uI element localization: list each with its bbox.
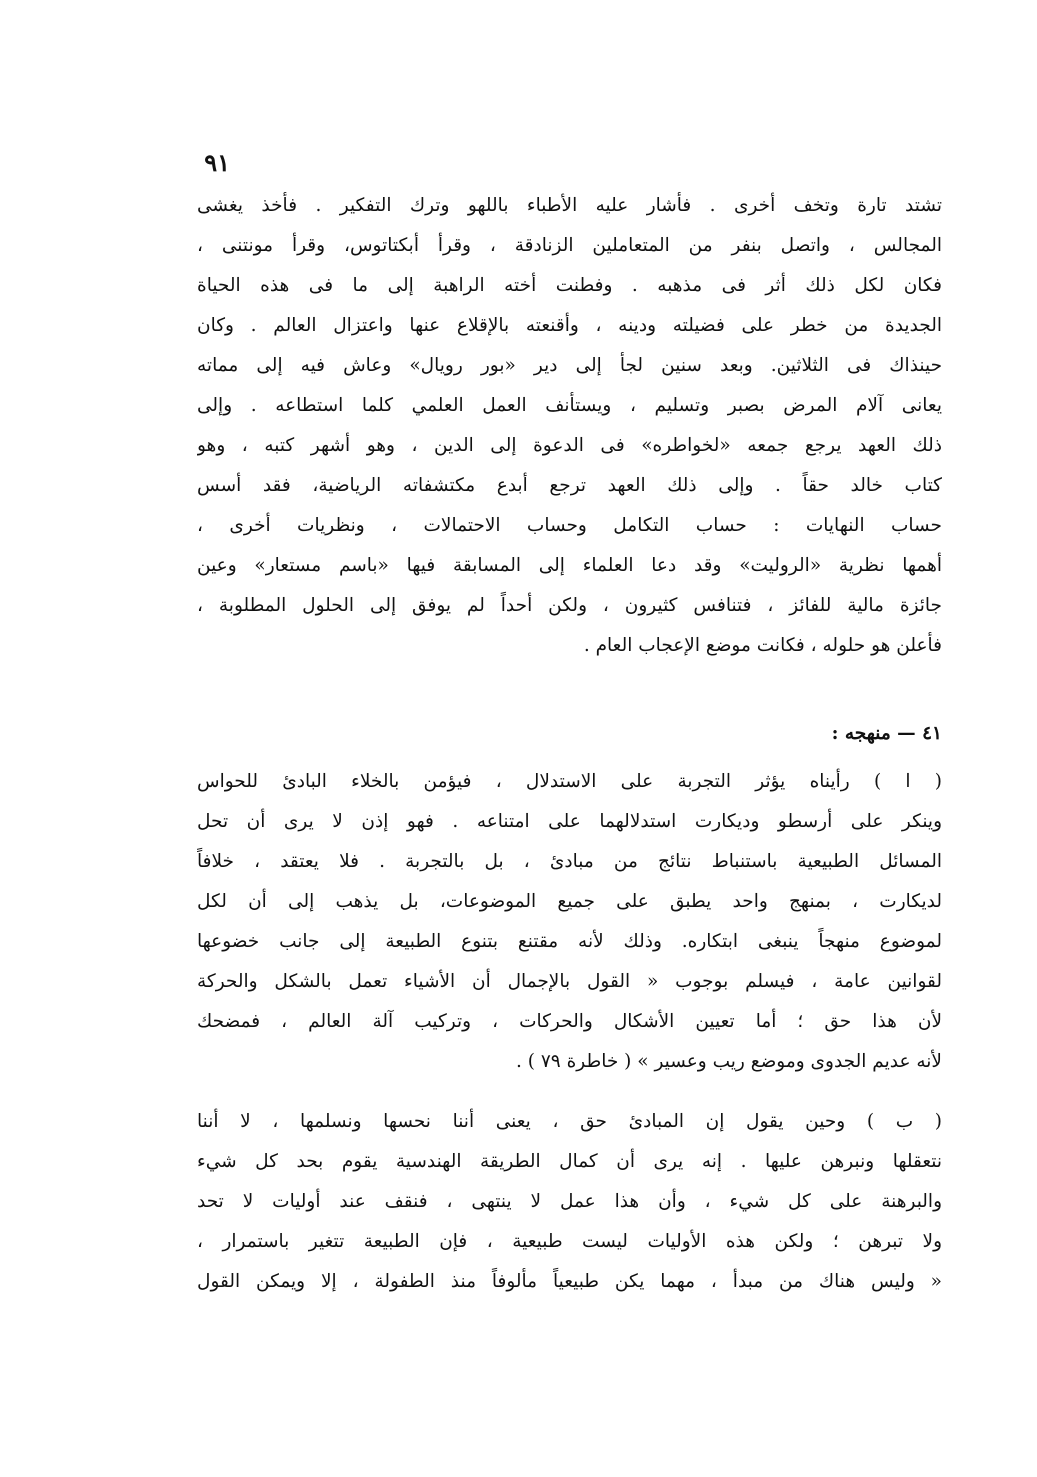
text-line: جائزة مالية للفائز ، فتنافس كثيرون ، ولكن أحداً لم يوفق إلى الحلول المطلوبة ، [197,595,942,616]
text-line: ولا تبرهن ؛ ولكن هذه الأوليات ليست طبيعية ، فإن الطبيعة تتغير باستمرار ، [197,1231,942,1252]
text-line: وينكر على أرسطو وديكارت استدلالهما على امتناعه . فهو إذن لا يرى أن تحل [197,811,942,832]
section-heading: ٤١ — منهجه : [831,723,942,744]
text-line: فأعلن هو حلوله ، فكانت موضع الإعجاب العام . [583,635,942,656]
text-line: حينذاك فى الثلاثين. وبعد سنين لجأ إلى دير «بور رويال» وعاش فيه إلى مماته [197,355,942,376]
text-line: ذلك العهد يرجع جمعه «لخواطره» فى الدعوة إلى الدين ، وهو أشهر كتبه ، وهو [197,435,942,456]
page-number: ٩١ [204,148,230,177]
text-line: لقوانين عامة ، فيسلم بوجوب « القول بالإجمال أن الأشياء تعمل بالشكل والحركة [197,971,942,992]
text-line: الجديدة من خطر على فضيلته ودينه ، وأقنعته بالإقلاع عنها واعتزال العالم . وكان [197,315,942,336]
text-line: تشتد تارة وتخف أخرى . فأشار عليه الأطباء باللهو وترك التفكير . فأخذ يغشى [197,195,942,216]
text-line: حساب النهايات : حساب التكامل وحساب الاحتمالات ، ونظريات أخرى ، [197,515,942,536]
paragraph-1 [197,186,942,666]
text-line: فكان لكل ذلك أثر فى مذهبه . وفطنت أخته الراهبة إلى ما فى هذه الحياة [197,275,942,296]
text-line: لأنه عديم الجدوى وموضع ريب وعسير » ( خاطرة ٧٩ ) . [515,1051,942,1072]
text-line: أهمها نظرية «الروليت» وقد دعا العلماء إلى المسابقة فيها «باسم مستعار» وعين [197,555,942,576]
paragraph-2 [197,762,942,1082]
text-line: لأن هذا حق ؛ أما تعيين الأشكال والحركات ، وتركيب آلة العالم ، فمضحك [197,1011,942,1032]
text-line: والبرهنة على كل شيء ، وأن هذا عمل لا ينتهى ، فنقف عند أوليات لا تحد [197,1191,942,1212]
text-line: المجالس ، واتصل بنفر من المتعاملين الزنادقة ، وقرأ أبكتاتوس، وقرأ مونتنى ، [197,235,942,256]
text-line: « وليس هناك من مبدأ ، مهما يكن طبيعياً مألوفاً منذ الطفولة ، إلا ويمكن القول [197,1271,942,1292]
paragraph-3 [197,1102,942,1302]
text-line: نتعقلها ونبرهن عليها . إنه يرى أن كمال الطريقة الهندسية يقوم بحد كل شيء [197,1151,942,1172]
text-line: ( ا ) رأيناه يؤثر التجربة على الاستدلال ، فيؤمن بالخلاء البادئ للحواس [197,771,942,792]
text-line: لموضوع منهجاً ينبغى ابتكاره. وذلك لأنه مقتنع بتنوع الطبيعة إلى جانب خضوعها [197,931,942,952]
text-line: ( ب ) وحين يقول إن المبادئ حق ، يعنى أننا نحسها ونسلمها ، لا أننا [197,1111,942,1132]
text-line: كتاب خالد حقاً . وإلى ذلك العهد ترجع أبدع مكتشفاته الرياضية، فقد أسس [197,475,942,496]
text-line: لديكارت ، بمنهج واحد يطبق على جميع الموضوعات، بل يذهب إلى أن لكل [197,891,942,912]
text-line: يعانى آلام المرض بصبر وتسليم ، ويستأنف العمل العلمي كلما استطاعه . وإلى [197,395,942,416]
text-line: المسائل الطبيعية باستنباط نتائج من مبادئ ، بل بالتجربة . فلا يعتقد ، خلافاً [197,851,942,872]
